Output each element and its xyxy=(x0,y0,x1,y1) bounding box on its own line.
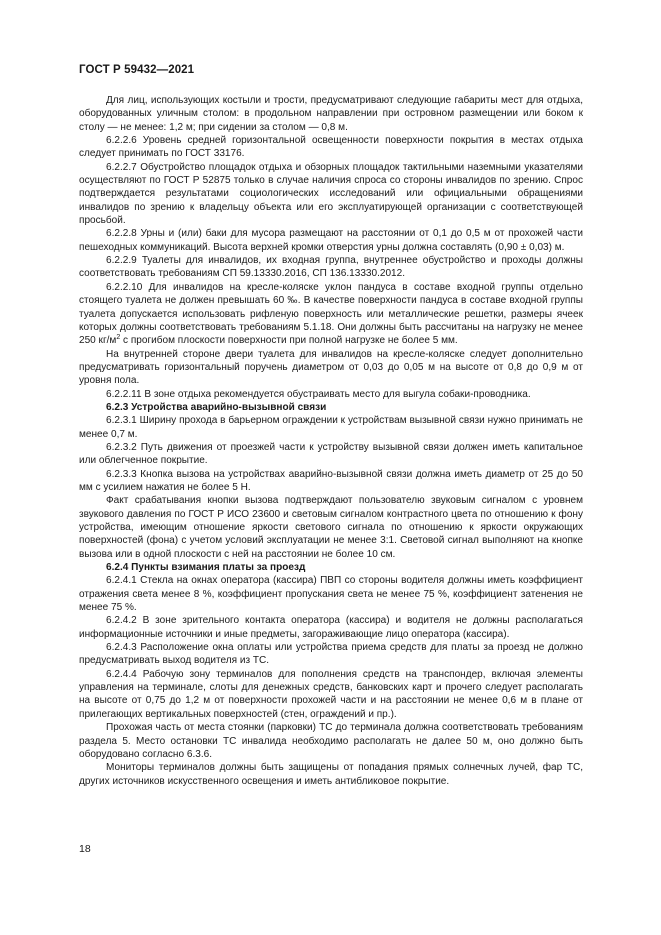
superscript: 2 xyxy=(116,334,121,342)
paragraph: 6.2.4.2 В зоне зрительного контакта оператора (кассира) и водителя не должны располагаться информационные источники и иные предметы, загораживающие лицо оператора (кассира). xyxy=(79,615,583,640)
paragraph: Для лиц, использующих костыли и трости, предусматривают следующие габариты мест для отдыха, оборудованных уличным столом: в продольном направлении при островном размещении или боком к столу — не менее: 1,2 м; при сидении за столом — 0,8 м. xyxy=(79,95,583,133)
paragraph: 6.2.3.2 Путь движения от проезжей части к устройству вызывной связи должен иметь капитальное или облегченное покрытие. xyxy=(79,441,583,467)
paragraph-6-2-2-10 xyxy=(79,281,583,348)
page-number: 18 xyxy=(79,843,91,855)
paragraph: На внутренней стороне двери туалета для инвалидов на кресле-коляске следует дополнительно предусматривать горизонтальный поручень диаметром от 0,03 до 0,05 м на высоте от 0,8 до 0,9 м от уровня пола. xyxy=(79,348,583,387)
paragraph: 6.2.2.8 Урны и (или) баки для мусора размещают на расстоянии от 0,1 до 0,5 м от прохожей части пешеходных коммуникаций. Высота верхней кромки отверстия урны должна составлять (0,90 ± 0,03) м. xyxy=(79,228,583,253)
paragraph-text: 6.2.2.10 Для инвалидов на кресле-коляске уклон пандуса в составе входной группы отдельно стоящего туалета не должен превышать 60 ‰. В качестве поверхности пандуса в составе входной группы туалета допускается использовать рифленую поверхность или металлические решетки, размеры ячеек которых должны соответствовать требованиям 5.1.18. Они должны быть рассчитаны на нагрузку не менее 250 кг/м xyxy=(79,281,583,347)
document-body xyxy=(79,94,583,788)
paragraph: 6.2.2.9 Туалеты для инвалидов, их входная группа, внутреннее обустройство и проходы должны соответствовать требованиям СП 59.13330.2016, СП 136.13330.2012. xyxy=(79,255,583,280)
paragraph-text: с прогибом плоскости поверхности при полной нагрузке не более 5 мм. xyxy=(120,335,458,347)
paragraph: Факт срабатывания кнопки вызова подтверждают пользователю звуковым сигналом с уровнем звукового давления по ГОСТ Р ИСО 23600 и световым сигналом контрастного цвета по отношению к фону устройства, имеющим отношение яркости светового сигнала по отношению к яркости окружающих поверхностей (фона) с учетом условий эксплуатации не менее 3:1. Световой сигнал выполняют на кнопке вызова или в одной плоскости с ней на расстоянии не более 10 см. xyxy=(79,495,583,560)
section-heading-6-2-4: 6.2.4 Пункты взимания платы за проезд xyxy=(106,562,306,574)
paragraph: Мониторы терминалов должны быть защищены от попадания прямых солнечных лучей, фар ТС, других источников искусственного освещения и иметь антибликовое покрытие. xyxy=(79,762,583,787)
paragraph: 6.2.2.7 Обустройство площадок отдыха и обзорных площадок тактильными наземными указателями осуществляют по ГОСТ Р 52875 только в случае наличия спроса со стороны инвалидов по зрению. Спрос подтверждается результатами социологических исследований или официальными обращениями инвалидов по зрению к владельцу объекта или его эксплуатирующей организации с соответствующей просьбой. xyxy=(79,161,583,227)
paragraph: 6.2.4.1 Стекла на окнах оператора (кассира) ПВП со стороны водителя должны иметь коэффициент отражения света менее 8 %, коэффициент пропускания света не менее 75 %, коэффициент затенения не менее 75 %. xyxy=(79,575,583,614)
paragraph: 6.2.4.4 Рабочую зону терминалов для пополнения средств на транспондер, включая элементы управления на терминале, слоты для денежных средств, банковских карт и прочего следует располагать на высоте от 0,75 до 1,2 м от поверхности прохожей части и на расстоянии не менее 0,6 м в плане от прилегающих вертикальных поверхностей (стен, ограждений и пр.). xyxy=(79,668,583,720)
page-header-standard: ГОСТ Р 59432—2021 xyxy=(79,64,195,76)
paragraph: 6.2.2.6 Уровень средней горизонтальной освещенности поверхности покрытия в местах отдыха следует принимать по ГОСТ 33176. xyxy=(79,135,583,160)
paragraph: Прохожая часть от места стоянки (парковки) ТС до терминала должна соответствовать требованиям раздела 5. Место остановки ТС инвалида необходимо располагать не далее 50 м, оно должно быть оборудовано согласно 6.3.6. xyxy=(79,722,583,760)
section-heading-6-2-3: 6.2.3 Устройства аварийно-вызывной связи xyxy=(106,401,327,413)
paragraph: 6.2.4.3 Расположение окна оплаты или устройства приема средств для платы за проезд не должно предусматривать выход водителя из ТС. xyxy=(79,642,583,667)
paragraph: 6.2.3.3 Кнопка вызова на устройствах аварийно-вызывной связи должна иметь диаметр от 25 до 50 мм с усилием нажатия не более 5 Н. xyxy=(79,468,583,493)
paragraph: 6.2.2.11 В зоне отдыха рекомендуется обустраивать место для выгула собаки-проводника. xyxy=(106,388,531,400)
paragraph: 6.2.3.1 Ширину прохода в барьерном ограждении к устройствам вызывной связи нужно принимать не менее 0,7 м. xyxy=(79,415,583,440)
